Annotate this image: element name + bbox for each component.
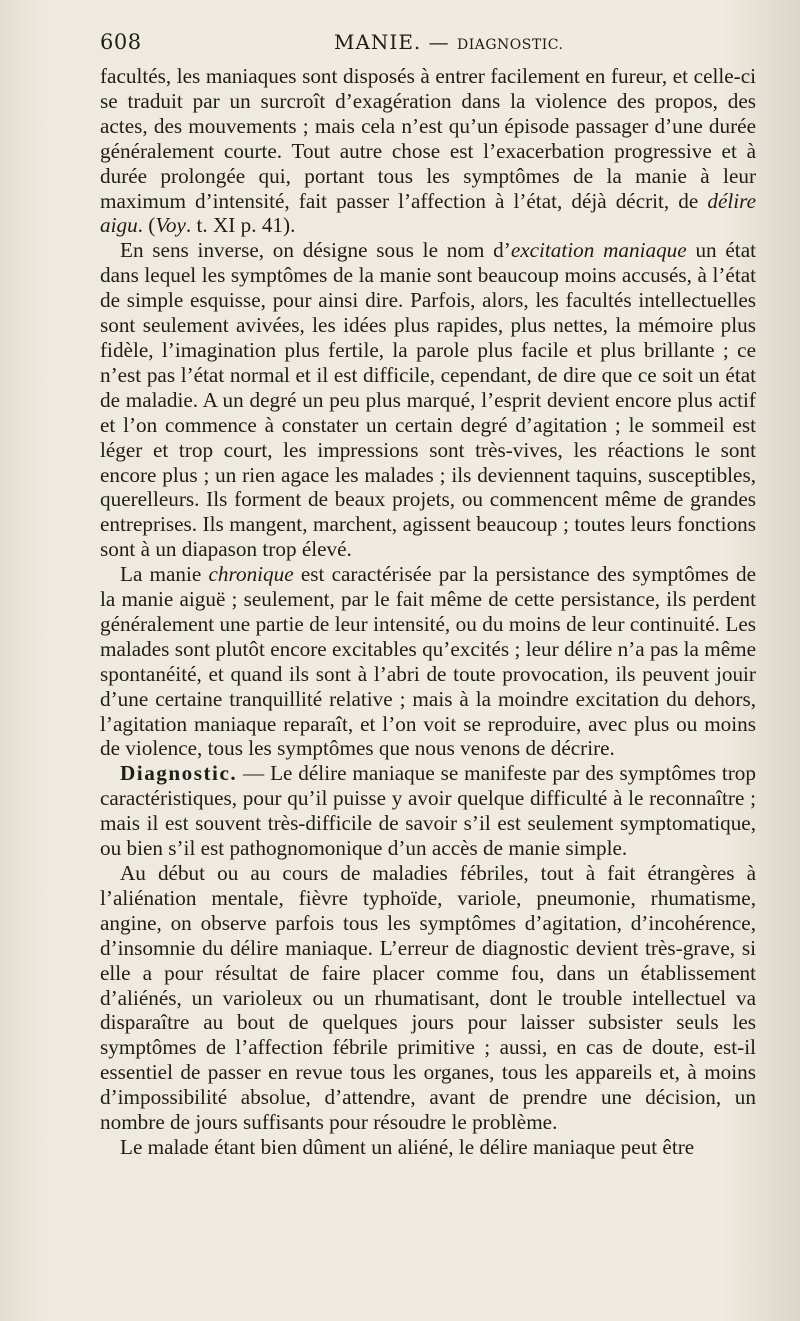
running-head bbox=[100, 30, 756, 56]
italic-term: chronique bbox=[208, 562, 294, 587]
italic-term: délire aigu bbox=[100, 188, 756, 238]
running-title-sub: DIAGNOSTIC. bbox=[457, 37, 564, 53]
italic-reference: Voy bbox=[155, 213, 186, 238]
paragraph-text: Au début ou au cours de maladies fébriles, tout à fait étrangères à l’aliénation mentale, fièvre typhoïde, variole, pneumonie, rhumatisme, angine, on observe parfois tous les symptômes d’agitation, d’incohérence, d’insomnie du délire maniaque. L’erreur de diagnostic devient très-grave, si elle a pour résultat de faire placer comme fou, dans un établissement d’aliénés, un varioleux ou un rhumatisant, dont le trouble intellectuel va disparaître au bout de quelques jours pour laisser subsister seuls les symptômes de l’affection fébrile primitive ; aussi, en cas de doute, est-il essentiel de passer en revue tous les organes, tous les appareils et, à moins d’impossibilité absolue, d’attendre, avant de prendre une décision, un nombre de jours suffisants pour résoudre le problème. bbox=[100, 861, 756, 1135]
paragraph-text: Le malade étant bien dûment un aliéné, le délire maniaque peut être bbox=[120, 1134, 695, 1159]
running-title bbox=[334, 30, 563, 54]
paragraph-text: . ( bbox=[137, 213, 156, 238]
body-text bbox=[100, 64, 756, 1160]
paragraph-text: facultés, les maniaques sont disposés à entrer facilement en fureur, et celle-ci se traduit par un surcroît d’exagération dans la violence des propos, des actes, des mouvements ; mais cela n’est qu’un épisode passager d’une durée généralement courte. Tout autre chose est l’exacerbation progressive et à durée prolongée qui, portant tous les symptômes de la manie à leur maximum d’intensité, fait passer l’affection à l’état, déjà décrit, de bbox=[100, 64, 756, 213]
paragraph-febrile bbox=[100, 861, 756, 1135]
paragraph-continuation bbox=[100, 64, 756, 238]
running-title-main: MANIE. bbox=[334, 30, 422, 54]
paragraph-excitation bbox=[100, 238, 756, 562]
paragraph-text: est caractérisée par la persistance des symptômes de la manie aiguë ; seulement, par le fait même de cette persistance, ils perdent généralement une partie de leur intensité, ou du moins de leur continuité. Les malades sont plutôt encore excitables qu’excités ; leur délire n’a pas la même spontanéité, et quand ils sont à l’abri de toute provocation, ils peuvent jouir d’une certaine tranquillité relative ; mais à la moindre excitation du dehors, l’agitation maniaque reparaît, et l’on voit se reproduire, avec plus ou moins de violence, tous les symptômes que nous venons de décrire. bbox=[100, 562, 756, 761]
section-heading: Diagnostic. bbox=[120, 761, 238, 786]
paragraph-chronic bbox=[100, 562, 756, 761]
paragraph-text: La manie bbox=[120, 562, 209, 587]
italic-term: excitation maniaque bbox=[510, 238, 687, 263]
paragraph-text: un état dans lequel les symptômes de la manie sont beaucoup moins accusés, à l’état de simple esquisse, pour ainsi dire. Parfois, alors, les facultés intellectuelles sont seulement avivées, les idées plus rapides, plus nettes, la mémoire plus fidèle, l’imagination plus fertile, la parole plus facile et plus brillante ; ce n’est pas l’état normal et il est difficile, cependant, de dire que ce soit un état de maladie. A un degré un peu plus marqué, l’esprit devient encore plus actif et l’on commence à constater un certain degré d’agitation ; le sommeil est léger et trop court, les impressions sont très-vives, les réactions le sont encore plus ; un rien agace les malades ; ils deviennent taquins, susceptibles, querelleurs. Ils forment de beaux projets, ou commencent même de grandes entreprises. Ils mangent, marchent, agissent beaucoup ; toutes leurs fonctions sont à un diapason trop élevé. bbox=[100, 238, 756, 562]
running-title-dash: — bbox=[421, 30, 457, 54]
page-number: 608 bbox=[100, 30, 142, 54]
paragraph-final bbox=[100, 1135, 756, 1160]
paragraph-diagnostic bbox=[100, 761, 756, 861]
paragraph-text: — Le délire maniaque se manifeste par des symptômes trop caractéristiques, pour qu’il puisse y avoir quelque difficulté à le reconnaître ; mais il est souvent très-difficile de savoir s’il est seulement symptomatique, ou bien s’il est pathognomonique d’un accès de manie simple. bbox=[100, 761, 756, 861]
paragraph-text: En sens inverse, on désigne sous le nom d’ bbox=[120, 238, 511, 263]
paragraph-text: . t. XI p. 41). bbox=[185, 213, 296, 238]
